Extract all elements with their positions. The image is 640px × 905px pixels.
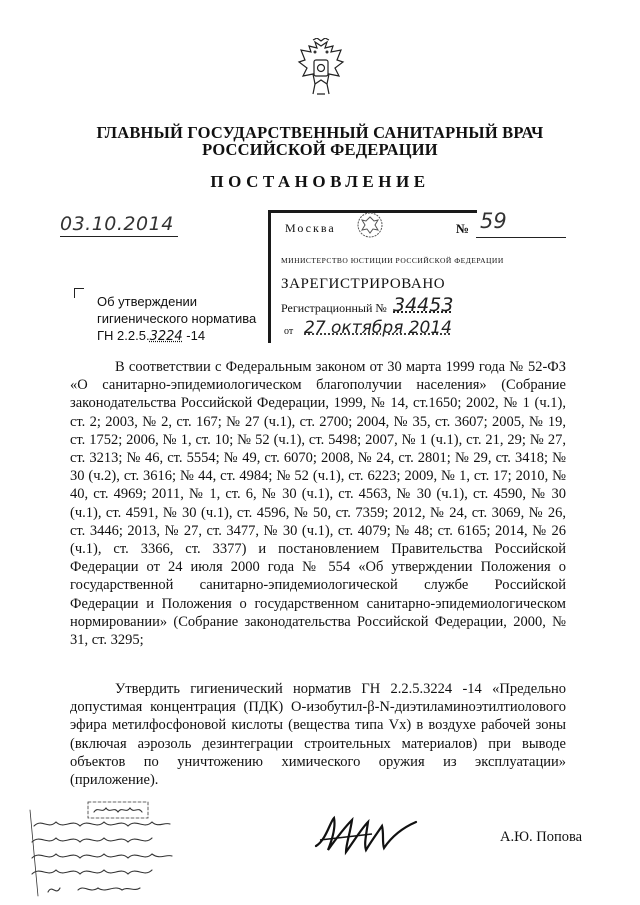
subject-code-number: 3224: [149, 329, 183, 344]
stamp-ministry: МИНИСТЕРСТВО ЮСТИЦИИ РОССИЙСКОЙ ФЕДЕРАЦИИ: [281, 256, 504, 265]
document-type: ПОСТАНОВЛЕНИЕ: [210, 172, 430, 191]
subject-line1: Об утверждении: [97, 294, 198, 309]
issuer-title: [0, 124, 640, 158]
signature-icon: [312, 810, 424, 858]
resolution-text: Утвердить гигиенический норматив ГН 2.2.5.3224 -14 «Предельно допустимая концентрация (ПДК) О-изобутил-β-N-диэтиламиноэтилтиолового эфира метилфосфоновой кислоты (вещества типа Vx) в воздухе рабочей зоны (включая аэрозоль дезинтеграции строительных материалов) при выводе объектов по уничтожению химического оружия из эксплуатации» (приложение).: [70, 681, 566, 789]
document-number: 59: [480, 209, 507, 233]
preamble-paragraph: [70, 358, 566, 649]
subject-corner-bracket: [74, 288, 84, 298]
subject-line2: гигиенического норматива: [97, 311, 257, 326]
registration-date: 27 октября 2014: [304, 318, 453, 338]
registration-number-label: Регистрационный №: [281, 301, 387, 315]
resolution-paragraph: [70, 680, 566, 789]
stamp-emblem-icon: [356, 211, 384, 239]
registration-date-label: от: [284, 326, 294, 337]
signer-name: А.Ю. Попова: [500, 829, 583, 845]
city: Москва: [285, 221, 336, 235]
subject-code-suffix: -14: [182, 328, 206, 343]
issuer-title-line1: ГЛАВНЫЙ ГОСУДАРСТВЕННЫЙ САНИТАРНЫЙ ВРАЧ: [96, 123, 544, 142]
subject-line3: [97, 327, 256, 345]
issuer-title-line2: РОССИЙСКОЙ ФЕДЕРАЦИИ: [202, 140, 438, 159]
number-underline: [476, 237, 566, 238]
coat-of-arms-icon: [295, 38, 347, 100]
document-subject: [97, 293, 256, 345]
document-date: 03.10.2014: [60, 213, 174, 235]
registration-number: 34453: [393, 294, 454, 316]
date-underline: [60, 236, 178, 237]
subject-code-prefix: ГН 2.2.5.: [97, 328, 150, 343]
handwritten-copy-stamp-icon: [28, 800, 178, 898]
stamp-status: ЗАРЕГИСТРИРОВАНО: [281, 276, 446, 292]
preamble-text: В соответствии с Федеральным законом от 30 марта 1999 года № 52-ФЗ «О санитарно-эпидемиологическом благополучии населения» (Собрание законодательства Российской Федерации, 1999, № 14, ст.1650; 2002, № 1 (ч.1), ст. 2; 2003, № 2, ст. 167; № 27 (ч.1), ст. 2700; 2004, № 35, ст. 3607; 2005, № 19, ст. 1752; 2006, № 1, ст. 10; № 52 (ч.1), ст. 5498; 2007, № 1 (ч.1), ст. 21, 29; № 27, ст. 3213; № 46, ст. 5554; № 49, ст. 6070; 2008, № 24, ст. 2801; № 29, ст. 3418; № 30 (ч.2), ст. 3616; № 44, ст. 4984; № 52 (ч.1), ст. 6223; 2009, № 1, ст. 17; 2010, № 40, ст. 4969; 2011, № 1, ст. 6, № 30 (ч.1), ст. 4563, № 30 (ч.1), ст. 4590, № 30 (ч.1), ст. 4591, № 30 (ч.1), ст. 4596, № 50, ст. 7359; 2012, № 24, ст. 3069, № 26, ст. 3446; 2013, № 27, ст. 3477, № 30 (ч.1), ст. 4079; № 48; ст. 6165; 2014, № 26 (ч.1), ст. 3366, ст. 3377) и постановлением Правительства Российской Федерации от 24 июля 2000 года № 554 «Об утверждении Положения о государственной санитарно-эпидемиологической службе Российской Федерации и Положения о государственном санитарно-эпидемиологическом нормировании» (Собрание законодательства Российской Федерации, 2000, № 31, ст. 3295;: [70, 359, 566, 649]
number-label: №: [456, 221, 470, 236]
